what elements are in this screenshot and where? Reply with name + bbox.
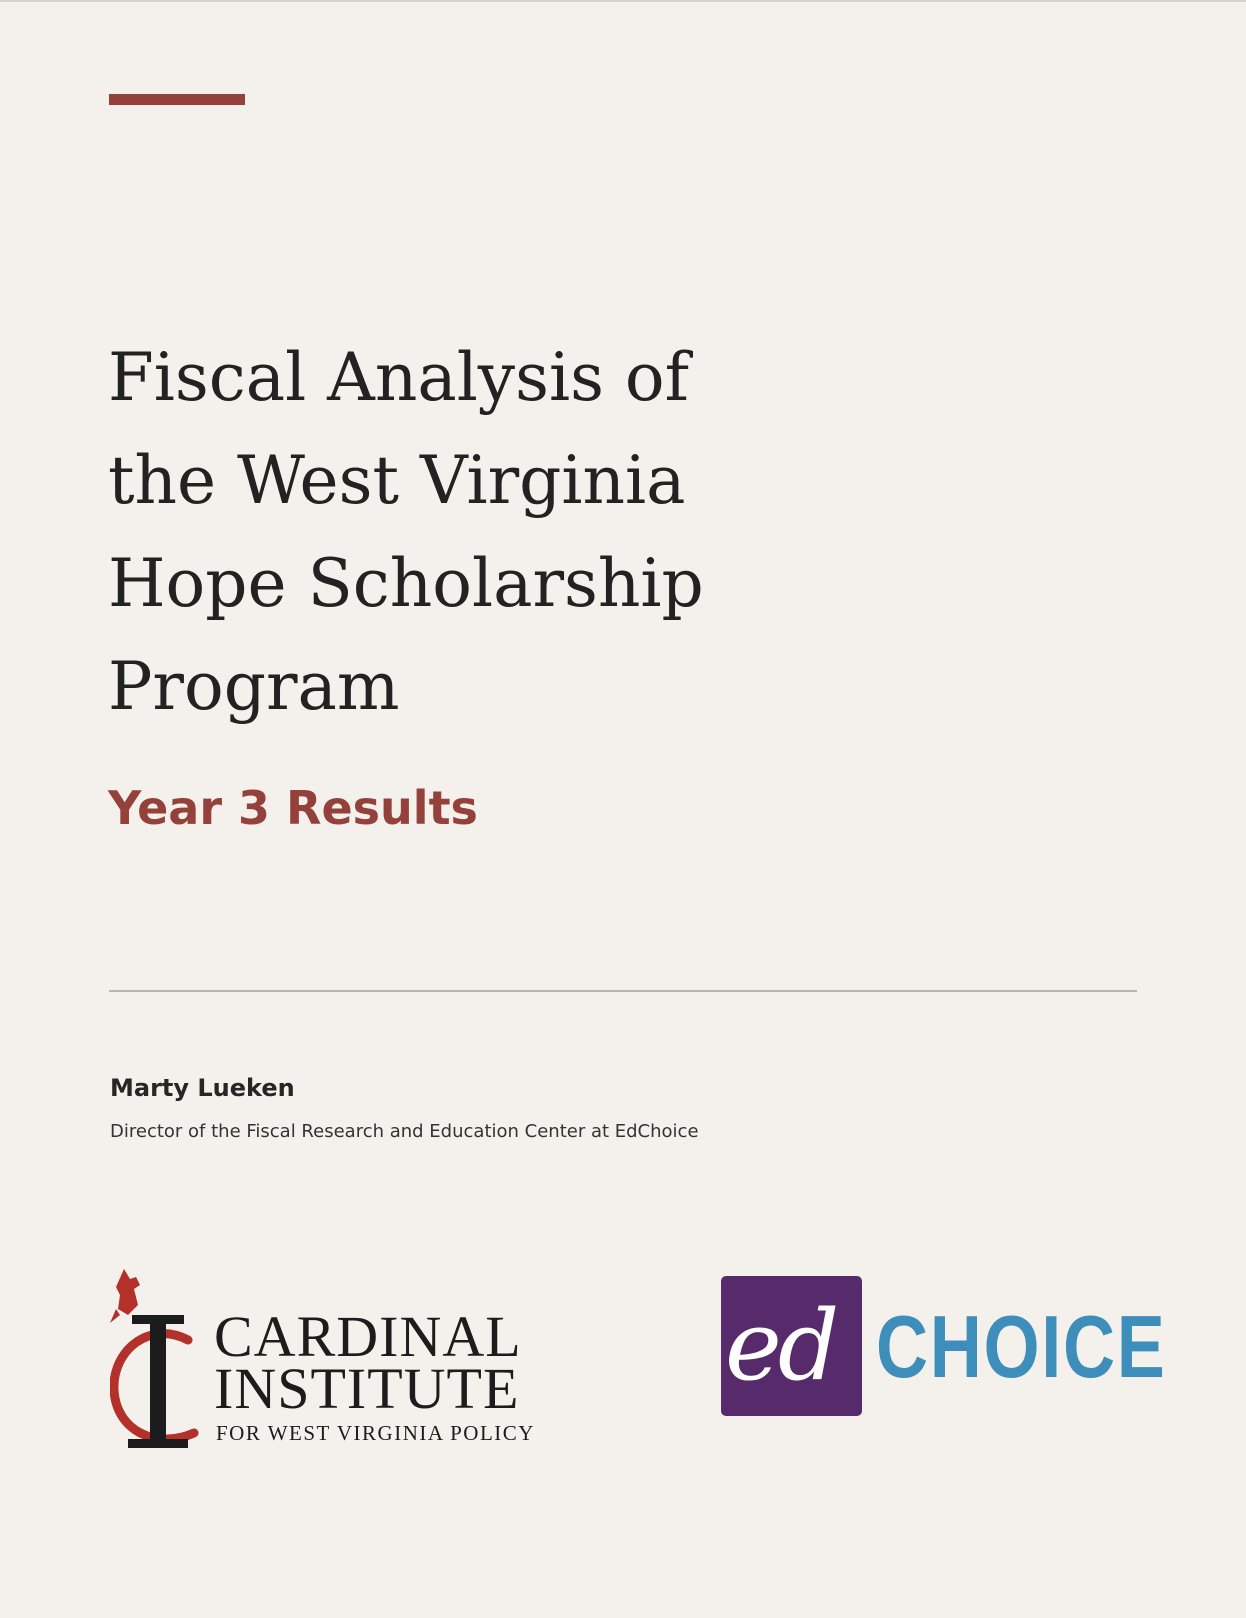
document-title <box>108 326 748 738</box>
title-line: Program <box>108 648 400 725</box>
accent-bar <box>109 94 245 105</box>
title-line: the West Virginia <box>108 442 686 519</box>
edchoice-logo <box>721 1276 1167 1416</box>
cardinal-bird <box>110 1269 140 1323</box>
edchoice-choice-text: CHOICE <box>876 1297 1167 1396</box>
cardinal-monogram-icon <box>110 1265 210 1455</box>
title-line: Fiscal Analysis of <box>108 339 690 416</box>
author-name: Marty Lueken <box>110 1074 295 1102</box>
edchoice-ed-text: ed <box>725 1290 836 1402</box>
cardinal-institute-logo <box>110 1265 560 1455</box>
edchoice-ed-box <box>721 1276 862 1416</box>
cardinal-name-line1: CARDINAL <box>214 1304 522 1369</box>
cardinal-name-line2: INSTITUTE <box>214 1356 520 1421</box>
title-line: Hope Scholarship <box>108 545 704 622</box>
cardinal-tagline: FOR WEST VIRGINIA POLICY <box>216 1421 535 1445</box>
author-role: Director of the Fiscal Research and Education Center at EdChoice <box>110 1121 699 1142</box>
section-divider <box>109 990 1137 992</box>
top-border <box>0 0 1246 2</box>
document-subtitle: Year 3 Results <box>108 781 478 835</box>
